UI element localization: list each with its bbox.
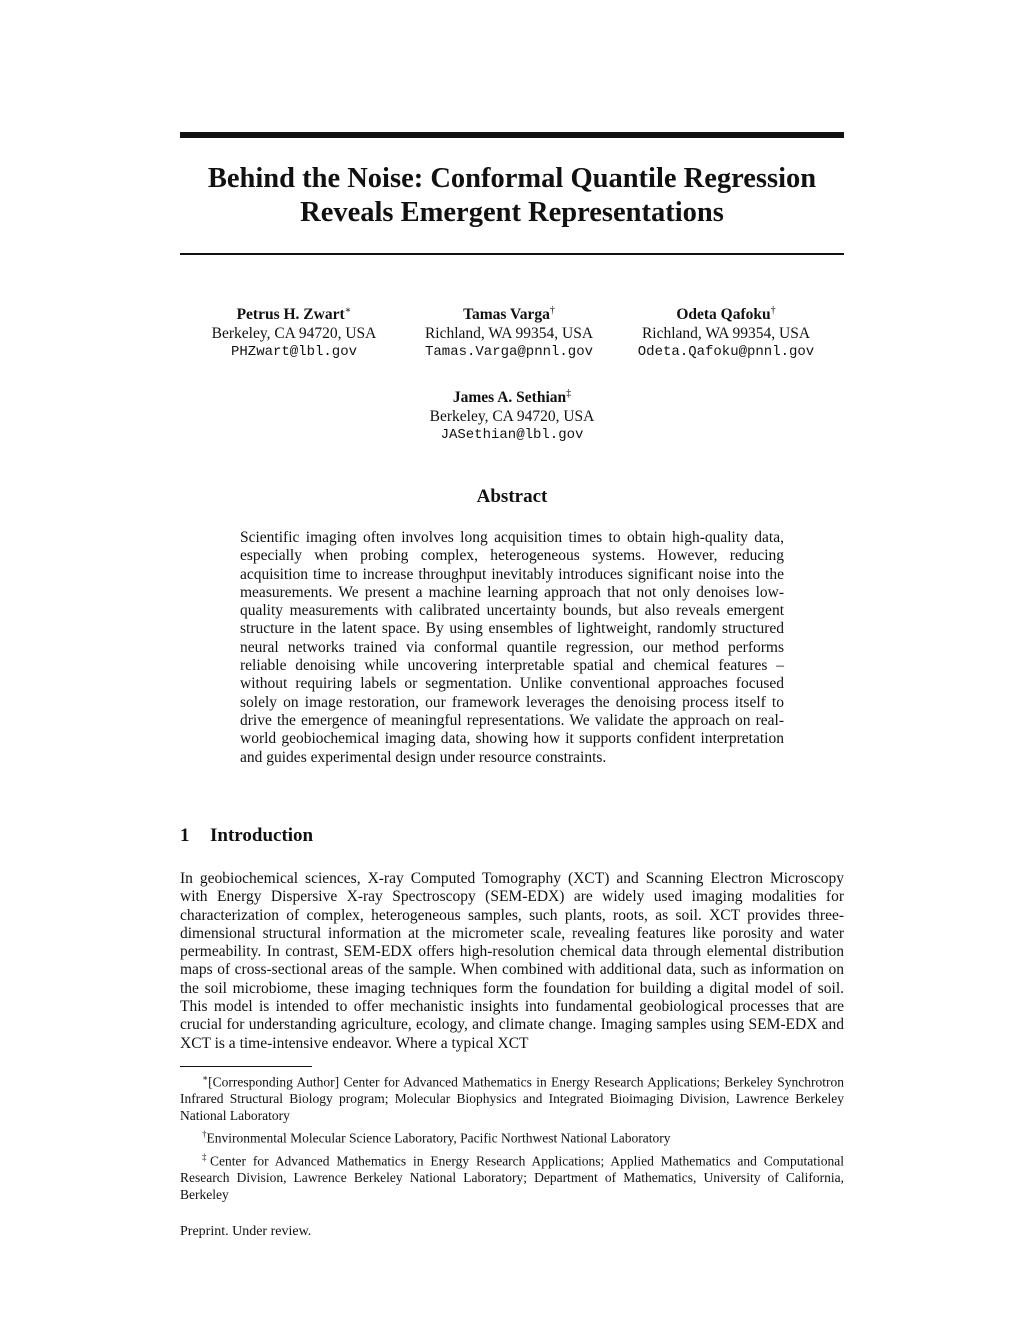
author-address: Berkeley, CA 94720, USA bbox=[211, 325, 377, 343]
preprint-note: Preprint. Under review. bbox=[180, 1224, 312, 1239]
title-line-1: Behind the Noise: Conformal Quantile Regression bbox=[207, 163, 817, 194]
footnote-rule bbox=[180, 1066, 312, 1067]
footnote-text: [Corresponding Author] Center for Advanced Mathematics in Energy Research Applications; Berkeley Synchrotron Infrared Structural Biology program; Molecular Biophysics and Integrated Bioimaging Division, Lawrence Berkeley National Laboratory bbox=[180, 1074, 844, 1123]
footnote-text: Center for Advanced Mathematics in Energy Research Applications; Applied Mathematics and Computational Research Division, Lawrence Berkeley National Laboratory; Department of Mathematics, University of California, Berkeley bbox=[180, 1153, 845, 1202]
author-mark: ‡ bbox=[566, 388, 572, 399]
introduction-text: In geobiochemical sciences, X-ray Computed Tomography (XCT) and Scanning Electron Microscopy with Energy Dispersive X-ray Spectroscopy (SEM-EDX) are widely used imaging modalities for characterization of complex, heterogeneous samples, such plants, roots, as soil. XCT provides three-dimensional structural information at the micrometer scale, revealing features like porosity and water permeability. In contrast, SEM-EDX offers high-resolution chemical data through elemental distribution maps of cross-sectional areas of the sample. When combined with additional data, such as information on the soil microbiome, these imaging techniques form the foundation for building a digital model of soil. This model is intended to offer mechanistic insights into fundamental geobiological processes that are crucial for understanding agriculture, ecology, and climate change. Imaging samples using SEM-EDX and XCT is a time-intensive endeavor. Where a typical XCT bbox=[180, 870, 844, 1052]
section-number: 1 bbox=[180, 825, 190, 846]
author-email[interactable]: PHZwart@lbl.gov bbox=[230, 344, 358, 361]
author-mark: † bbox=[770, 305, 776, 316]
footnote-mark: † bbox=[202, 1129, 207, 1139]
author-name: Petrus H. Zwart bbox=[236, 306, 345, 324]
author-name: Tamas Varga bbox=[463, 306, 550, 324]
author-block bbox=[399, 301, 619, 362]
footnote bbox=[180, 1070, 844, 1124]
footnotes bbox=[180, 1070, 844, 1205]
author-name: Odeta Qafoku bbox=[676, 306, 771, 324]
author-mark: ∗ bbox=[344, 305, 352, 316]
author-address: Richland, WA 99354, USA bbox=[424, 325, 594, 343]
author-mark: † bbox=[549, 305, 555, 316]
title-bottom-rule bbox=[180, 253, 844, 255]
section-title: Introduction bbox=[210, 825, 314, 846]
footnote bbox=[180, 1149, 844, 1203]
author-email[interactable]: Tamas.Varga@pnnl.gov bbox=[424, 344, 594, 361]
author-name: James A. Sethian bbox=[452, 389, 567, 407]
paper-title bbox=[180, 162, 844, 230]
section-heading bbox=[180, 825, 313, 847]
footnote-text: Environmental Molecular Science Laboratory, Pacific Northwest National Laboratory bbox=[206, 1130, 671, 1146]
author-block bbox=[402, 384, 622, 445]
abstract-text: Scientific imaging often involves long acquisition times to obtain high-quality data, especially when probing complex, heterogeneous systems. However, reducing acquisition time to increase throughput inevitably introduces significant noise into the measurements. We present a machine learning approach that not only denoises low-quality measurements with calibrated uncertainty bounds, but also reveals emergent structure in the latent space. By using ensembles of lightweight, randomly structured neural networks trained via conformal quantile regression, our method performs reliable denoising while uncovering interpretable spatial and chemical features – without requiring labels or segmentation. Unlike conventional approaches focused solely on image restoration, our framework leverages the denoising process itself to drive the emergence of meaningful representations. We validate the approach on real-world geobiochemical imaging data, showing how it supports confident interpretation and guides experimental design under resource constraints. bbox=[240, 529, 784, 766]
author-email[interactable]: JASethian@lbl.gov bbox=[440, 427, 584, 444]
author-email[interactable]: Odeta.Qafoku@pnnl.gov bbox=[637, 344, 815, 361]
title-top-rule bbox=[180, 132, 844, 138]
footnote bbox=[180, 1126, 844, 1147]
footnote-mark: ∗ bbox=[202, 1073, 209, 1083]
footnote-mark: ‡ bbox=[202, 1152, 211, 1162]
author-block bbox=[616, 301, 836, 362]
author-address: Berkeley, CA 94720, USA bbox=[429, 408, 595, 426]
title-line-2: Reveals Emergent Representations bbox=[300, 197, 724, 228]
author-address: Richland, WA 99354, USA bbox=[641, 325, 811, 343]
abstract-heading: Abstract bbox=[476, 486, 548, 507]
author-block bbox=[184, 301, 404, 362]
